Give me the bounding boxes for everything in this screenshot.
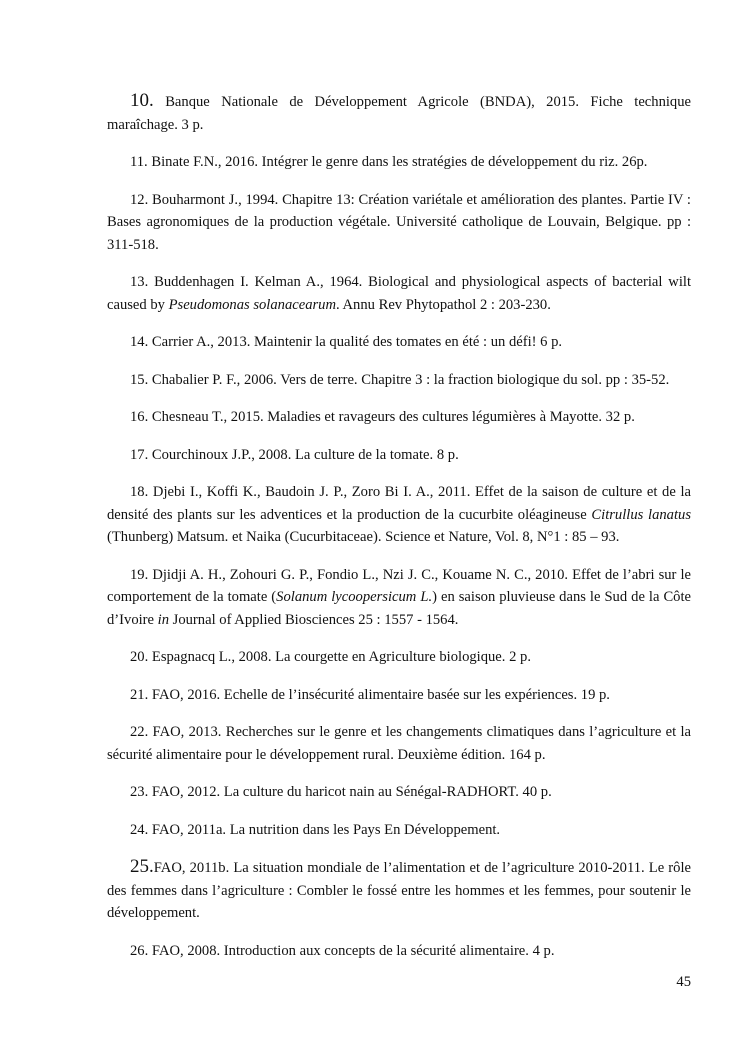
reference-text: Chesneau T., 2015. Maladies et ravageurs des cultures légumières à Mayotte. 32 p. (151, 409, 635, 425)
reference-item (107, 151, 691, 174)
reference-text: FAO, 2016. Echelle de l’insécurité alimentaire basée sur les expériences. 19 p. (151, 686, 610, 703)
reference-text: (Thunberg) Matsum. et Naika (Cucurbitaceae). Science et Nature, Vol. 8, N°1 : 85 – 93. (107, 529, 620, 545)
reference-number: 12. (130, 191, 149, 208)
reference-italic-text: in (157, 611, 170, 628)
reference-item (107, 781, 691, 804)
reference-text: FAO, 2011b. La situation mondiale de l’alimentation et de l’agriculture 2010-2011. Le rôle des femmes dans l’agriculture : Combler le fossé entre les hommes et les femmes, pour soutenir le développement. (107, 860, 691, 921)
page-number: 45 (676, 974, 691, 990)
reference-number: 19. (130, 566, 149, 583)
reference-item (107, 189, 691, 257)
reference-item (107, 646, 691, 669)
reference-text: FAO, 2011a. La nutrition dans les Pays En Développement. (151, 821, 501, 838)
reference-text: FAO, 2013. Recherches sur le genre et les changements climatiques dans l’agriculture et la sécurité alimentaire pour le développement rural. Deuxième édition. 164 p. (107, 724, 691, 763)
reference-item (107, 406, 691, 429)
reference-number: 22. (130, 724, 149, 740)
reference-item (107, 481, 691, 549)
reference-item (107, 940, 691, 963)
reference-number: 24. (130, 821, 149, 838)
reference-text: . Annu Rev Phytopathol 2 : 203-230. (336, 296, 551, 313)
reference-number: 10. (130, 90, 154, 111)
reference-item (107, 331, 691, 354)
reference-number: 16. (130, 409, 149, 425)
reference-number: 17. (130, 446, 149, 463)
reference-text: Espagnacq L., 2008. La courgette en Agriculture biologique. 2 p. (151, 649, 531, 665)
reference-text: FAO, 2008. Introduction aux concepts de la sécurité alimentaire. 4 p. (151, 942, 555, 959)
reference-text: ) en saison pluvieuse dans le Sud de la Côte d’Ivoire (107, 589, 692, 628)
reference-text: Journal of Applied Biosciences 25 : 1557 - 1564. (169, 611, 459, 628)
reference-text: Carrier A., 2013. Maintenir la qualité des tomates en été : un défi! 6 p. (151, 334, 563, 350)
reference-list (107, 90, 691, 977)
reference-number: 21. (130, 686, 149, 703)
reference-item (107, 444, 691, 467)
reference-number: 26. (130, 942, 149, 959)
reference-number: 13. (130, 274, 149, 290)
reference-text: Djebi I., Koffi K., Baudoin J. P., Zoro Bi I. A., 2011. Effet de la saison de culture et de la densité des plants sur les adventices et la production de la cucurbite oléagineuse (107, 484, 691, 523)
reference-text: Bouharmont J., 1994. Chapitre 13: Création variétale et amélioration des plantes. Partie IV : Bases agronomiques de la production végétale. Université catholique de Louvain, Belgique. pp : 311-518. (107, 191, 691, 253)
reference-text: Courchinoux J.P., 2008. La culture de la tomate. 8 p. (151, 446, 459, 463)
reference-item (107, 684, 691, 707)
reference-item (107, 369, 691, 392)
reference-text: Binate F.N., 2016. Intégrer le genre dans les stratégies de développement du riz. 26p. (151, 154, 648, 170)
reference-number: 11. (130, 154, 148, 170)
reference-number: 25. (130, 856, 154, 877)
reference-italic-text: Pseudomonas solanacearum (168, 296, 337, 313)
reference-text: Buddenhagen I. Kelman A., 1964. Biological and physiological aspects of bacterial wilt caused by (107, 274, 691, 313)
reference-item (107, 721, 691, 766)
reference-item (107, 564, 691, 632)
reference-number: 15. (130, 371, 149, 388)
reference-number: 23. (130, 784, 149, 800)
reference-item (107, 90, 691, 136)
reference-number: 20. (130, 649, 149, 665)
reference-italic-text: Citrullus lanatus (591, 506, 692, 523)
reference-item (107, 271, 691, 316)
reference-italic-text: Solanum lycoopersicum L. (276, 589, 433, 605)
reference-item (107, 819, 691, 842)
reference-text: FAO, 2012. La culture du haricot nain au Sénégal-RADHORT. 40 p. (151, 784, 552, 800)
reference-number: 14. (130, 334, 149, 350)
reference-text: Chabalier P. F., 2006. Vers de terre. Chapitre 3 : la fraction biologique du sol. pp : 35-52. (151, 371, 670, 388)
reference-number: 18. (130, 484, 149, 500)
reference-text: Banque Nationale de Développement Agricole (BNDA), 2015. Fiche technique maraîchage. 3 p. (107, 94, 692, 133)
reference-text: Djidji A. H., Zohouri G. P., Fondio L., Nzi J. C., Kouame N. C., 2010. Effet de l’abri sur le comportement de la tomate ( (107, 566, 692, 605)
reference-item (107, 856, 691, 925)
